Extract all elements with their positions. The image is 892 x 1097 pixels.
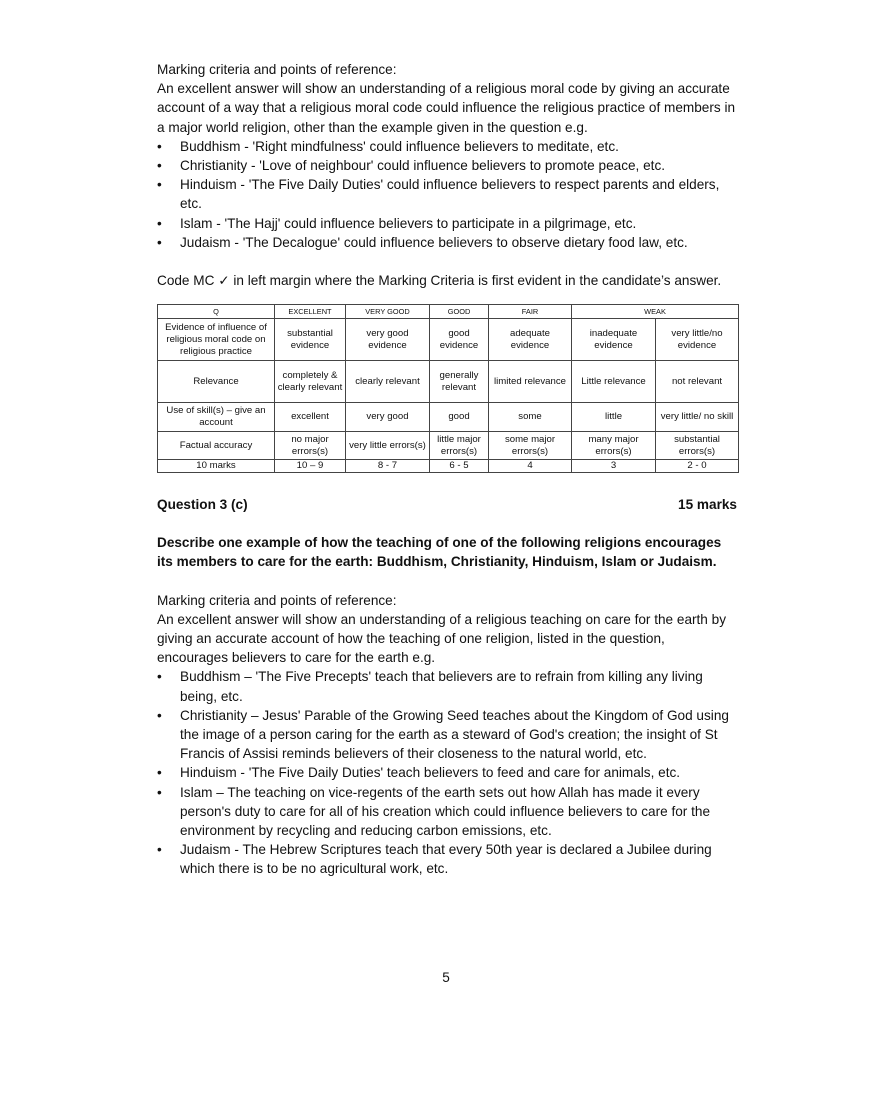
table-cell: very good evidence — [346, 319, 430, 361]
table-row — [158, 361, 739, 403]
criteria-heading-1: Marking criteria and points of reference: — [157, 62, 397, 77]
table-cell: Evidence of influence of religious moral code on religious practice — [158, 319, 275, 361]
page-number: 5 — [442, 970, 450, 985]
table-cell: 6 - 5 — [430, 460, 489, 473]
table-header-cell: FAIR — [489, 305, 572, 319]
table-header-cell: GOOD — [430, 305, 489, 319]
table-cell: completely & clearly relevant — [275, 361, 346, 403]
table-cell: 4 — [489, 460, 572, 473]
bullet-icon: • — [157, 234, 162, 250]
table-cell: inadequate evidence — [572, 319, 656, 361]
table-cell: substantial errors(s) — [656, 432, 739, 460]
marking-grid-table — [157, 304, 739, 473]
table-cell: 10 – 9 — [275, 460, 346, 473]
table-header-cell: VERY GOOD — [346, 305, 430, 319]
question-label: Question 3 (c) — [157, 497, 248, 513]
table-cell: 2 - 0 — [656, 460, 739, 473]
bullet-icon: • — [157, 158, 162, 174]
table-cell: Use of skill(s) – give an account — [158, 403, 275, 432]
bullet-list-2 — [157, 667, 737, 878]
table-row — [158, 460, 739, 473]
list-item: • Islam - 'The Hajj' could influence believers to participate in a pilgrimage, etc. — [157, 214, 737, 233]
table-cell: very little errors(s) — [346, 432, 430, 460]
bullet-icon: • — [157, 177, 162, 193]
table-row — [158, 403, 739, 432]
list-item: • Hinduism - 'The Five Daily Duties' could influence believers to respect parents and elders, etc. — [157, 177, 720, 212]
criteria-intro-1: An excellent answer will show an understanding of a religious moral code by giving an accurate account of a way that a religious moral code could influence the religious practice of members in a major world religion, other than the example given in the question e.g. — [157, 81, 736, 135]
criteria-intro-2: An excellent answer will show an understanding of a religious teaching on care for the earth by giving an accurate account of how the teaching of one religion, listed in the question, encourages believers to care for the earth e.g. — [157, 611, 727, 666]
bullet-icon: • — [157, 707, 162, 723]
table-cell: adequate evidence — [489, 319, 572, 361]
list-item: • Buddhism - 'Right mindfulness' could influence believers to meditate, etc. — [157, 137, 737, 156]
table-cell: generally relevant — [430, 361, 489, 403]
table-cell: no major errors(s) — [275, 432, 346, 460]
bullet-list-1 — [157, 137, 737, 252]
list-item: • Judaism - 'The Decalogue' could influence believers to observe dietary food law, etc. — [157, 233, 737, 252]
table-header-cell: WEAK — [572, 305, 739, 319]
table-cell: good — [430, 403, 489, 432]
table-cell: little — [572, 403, 656, 432]
table-cell: excellent — [275, 403, 346, 432]
bullet-icon: • — [157, 669, 162, 685]
table-cell: Relevance — [158, 361, 275, 403]
table-row — [158, 319, 739, 361]
bullet-icon: • — [157, 215, 162, 231]
table-cell: very little/no evidence — [656, 319, 739, 361]
list-item: • Christianity - 'Love of neighbour' could influence believers to promote peace, etc. — [157, 156, 737, 175]
code-note: Code MC ✓ in left margin where the Marking Criteria is first evident in the candidate’s answer. — [157, 273, 722, 289]
question-marks: 15 marks — [678, 497, 737, 513]
table-cell: Factual accuracy — [158, 432, 275, 460]
table-row — [158, 432, 739, 460]
question-header — [157, 495, 737, 514]
table-cell: very good — [346, 403, 430, 432]
table-cell: Little relevance — [572, 361, 656, 403]
table-cell: substantial evidence — [275, 319, 346, 361]
list-item: • Islam – The teaching on vice-regents of the earth sets out how Allah has made it every person's duty to care for all of his creation which could influence believers to care for the environment by recycling and reducing carbon emissions, etc. — [157, 784, 711, 839]
table-cell: good evidence — [430, 319, 489, 361]
list-item: • Buddhism – 'The Five Precepts' teach that believers are to refrain from killing any living being, etc. — [157, 669, 703, 704]
table-cell: not relevant — [656, 361, 739, 403]
bullet-icon: • — [157, 784, 162, 800]
table-header-cell: EXCELLENT — [275, 305, 346, 319]
table-cell: many major errors(s) — [572, 432, 656, 460]
table-cell: some — [489, 403, 572, 432]
bullet-icon: • — [157, 842, 162, 858]
table-cell: some major errors(s) — [489, 432, 572, 460]
list-item: • Hinduism - 'The Five Daily Duties' teach believers to feed and care for animals, etc. — [157, 763, 737, 782]
table-header-row — [158, 305, 739, 319]
question-prompt: Describe one example of how the teaching of one of the following religions encourages its members to care for the earth: Buddhism, Christianity, Hinduism, Islam or Judaism. — [157, 535, 722, 570]
table-cell: 8 - 7 — [346, 460, 430, 473]
list-item: • Christianity – Jesus' Parable of the Growing Seed teaches about the Kingdom of God using the image of a person caring for the earth as a steward of God's creation; the insight of St Francis of Assisi reminds believers of their closeness to the natural world, etc. — [157, 707, 729, 762]
list-item: • Judaism - The Hebrew Scriptures teach that every 50th year is declared a Jubilee during which there is to be no agricultural work, etc. — [157, 842, 712, 877]
table-cell: 3 — [572, 460, 656, 473]
criteria-heading-2: Marking criteria and points of reference: — [157, 592, 397, 608]
table-header-cell: Q — [158, 305, 275, 319]
table-cell: very little/ no skill — [656, 403, 739, 432]
bullet-icon: • — [157, 138, 162, 154]
page-content — [157, 60, 737, 879]
table-cell: 10 marks — [158, 460, 275, 473]
bullet-icon: • — [157, 765, 162, 781]
table-cell: limited relevance — [489, 361, 572, 403]
table-cell: clearly relevant — [346, 361, 430, 403]
table-cell: little major errors(s) — [430, 432, 489, 460]
